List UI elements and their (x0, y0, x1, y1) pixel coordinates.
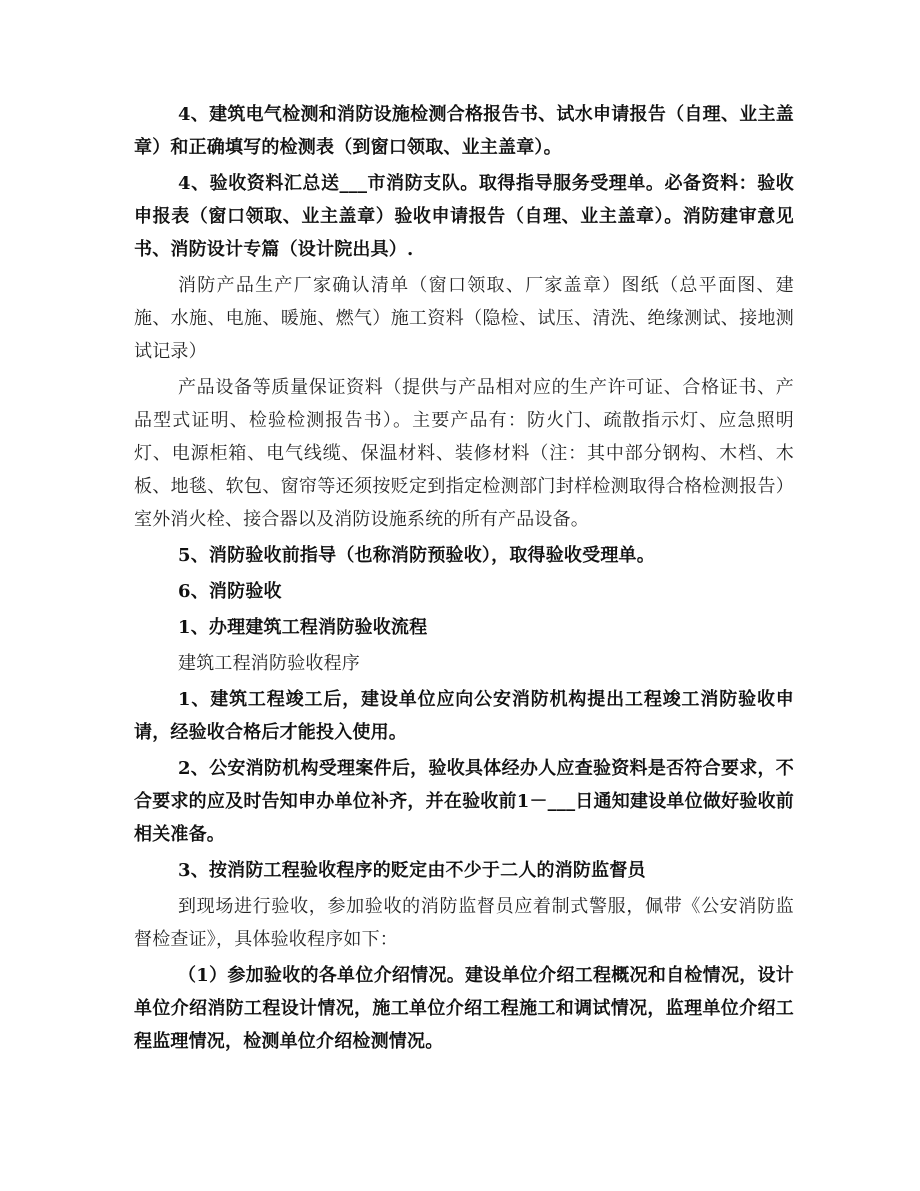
paragraph-manufacturer-list: 消防产品生产厂家确认清单（窗口领取、厂家盖章）图纸（总平面图、建施、水施、电施、暖施、燃气）施工资料（隐检、试压、清洗、绝缘测试、接地测试记录） (134, 275, 794, 362)
paragraph-fire-acceptance: 6、消防验收 (178, 581, 282, 602)
paragraph-step-3: 3、按消防工程验收程序的贬定由不少于二人的消防监督员 (178, 860, 646, 881)
paragraph-quality-materials: 产品设备等质量保证资料（提供与产品相对应的生产许可证、合格证书、产品型式证明、检验检测报告书）。主要产品有：防火门、疏散指示灯、应急照明灯、电源柜箱、电气线缆、保温材料、装修材料（注：其中部分钢构、木档、木板、地毯、软包、窗帘等还须按贬定到指定检测部门封样检测取得合格检测报告）室外消火栓、接合器以及消防设施系统的所有产品设备。 (134, 377, 794, 530)
paragraph-materials-summary: 4、验收资料汇总送___市消防支队。取得指导服务受理单。必备资料：验收申报表（窗口领取、业主盖章）验收申请报告（自理、业主盖章）。消防建审意见书、消防设计专篇（设计院出具）. (134, 173, 794, 260)
paragraph-step-2: 2、公安消防机构受理案件后，验收具体经办人应查验资料是否符合要求，不合要求的应及时告知申办单位补齐，并在验收前1－___日通知建设单位做好验收前相关准备。 (134, 758, 794, 845)
paragraph-step-sub-1: （1）参加验收的各单位介绍情况。建设单位介绍工程概况和自检情况，设计单位介绍消防工程设计情况，施工单位介绍工程施工和调试情况，监理单位介绍工程监理情况，检测单位介绍检测情况。 (134, 965, 794, 1052)
paragraph-process-heading: 1、办理建筑工程消防验收流程 (178, 617, 428, 638)
paragraph-step-1: 1、建筑工程竣工后，建设单位应向公安消防机构提出工程竣工消防验收申请，经验收合格后才能投入使用。 (134, 689, 794, 743)
paragraph-pre-acceptance: 5、消防验收前指导（也称消防预验收），取得验收受理单。 (178, 545, 655, 566)
paragraph-procedure-title: 建筑工程消防验收程序 (178, 653, 360, 674)
paragraph-electrical-inspection: 4、建筑电气检测和消防设施检测合格报告书、试水申请报告（自理、业主盖章）和正确填写的检测表（到窗口领取、业主盖章）。 (134, 104, 794, 158)
paragraph-onsite-inspection: 到现场进行验收，参加验收的消防监督员应着制式警服，佩带《公安消防监督检查证》，具体验收程序如下： (134, 896, 794, 950)
document-body (134, 98, 794, 1061)
